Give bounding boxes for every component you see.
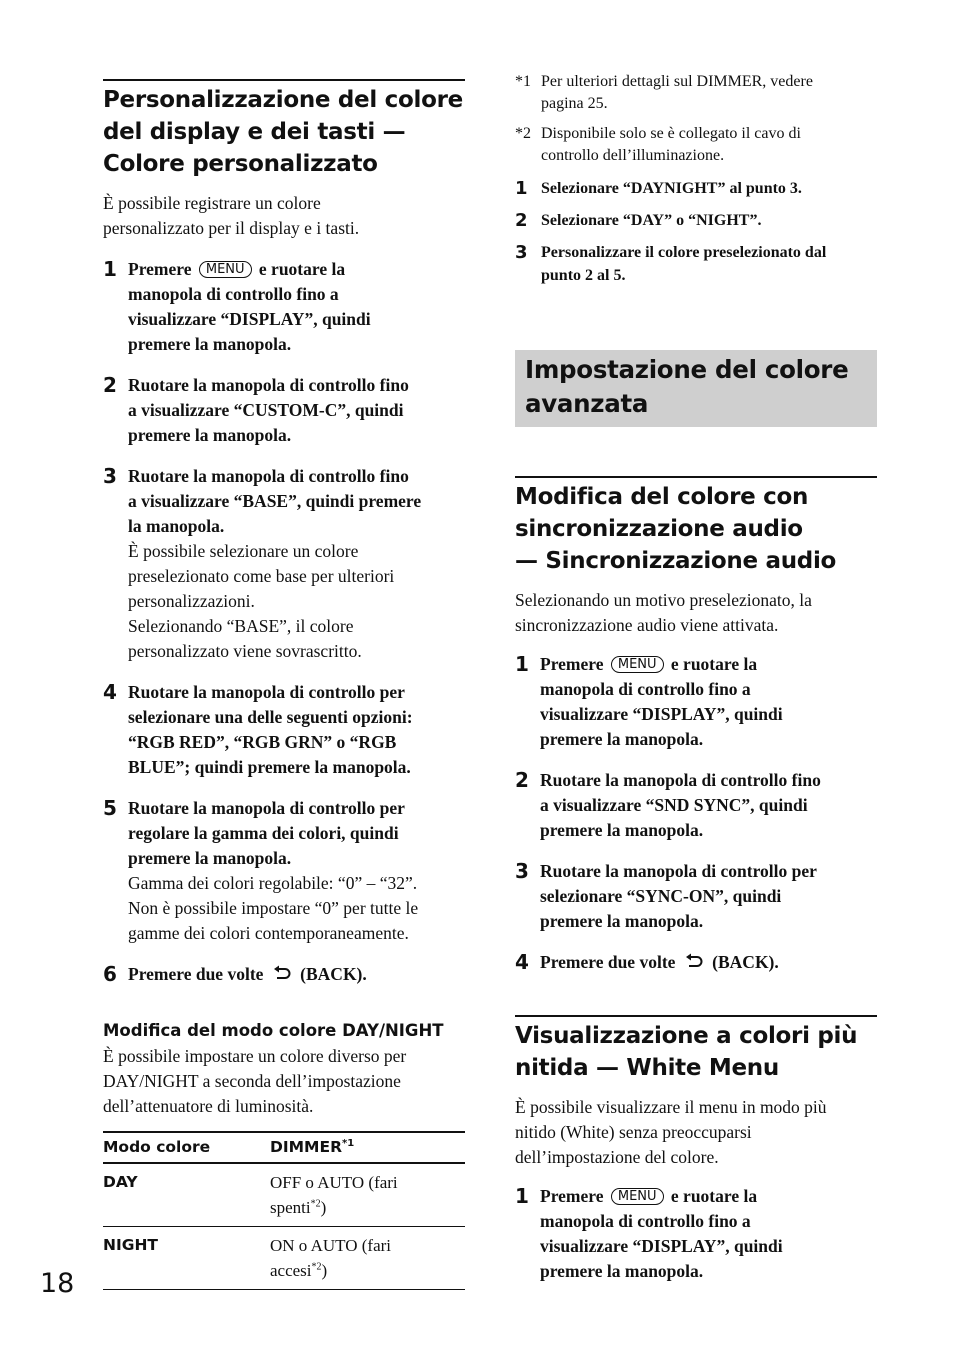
- text-line: accesi: [270, 1261, 312, 1280]
- text-line: Selezionando “BASE”, il colore: [128, 616, 354, 636]
- text-line: nitido (White) senza preoccuparsi: [515, 1122, 752, 1142]
- text-line: È possibile selezionare un colore: [128, 541, 359, 561]
- text-line: “RGB RED”, “RGB GRN” o “RGB: [128, 732, 397, 752]
- section-title-sound-sync: [515, 481, 877, 577]
- step-text-post: e ruotare la: [670, 1186, 758, 1206]
- mode-cell: NIGHT: [103, 1236, 159, 1254]
- title-line: Visualizzazione a colori più: [515, 1023, 858, 1049]
- footnotes: [515, 71, 877, 167]
- text-line: controllo dell’illuminazione.: [541, 147, 725, 164]
- title-line: nitida — White Menu: [515, 1055, 779, 1081]
- text-line: a visualizzare “BASE”, quindi premere: [128, 491, 422, 511]
- step-1: [103, 257, 465, 357]
- step-number: 1: [515, 652, 529, 676]
- step-text: [128, 464, 465, 539]
- substep-3: [515, 241, 877, 287]
- text-line: sincronizzazione audio viene attivata.: [515, 615, 779, 635]
- step-number: 2: [103, 373, 117, 397]
- text-line: pagina 25.: [541, 95, 608, 112]
- step-text: [540, 768, 877, 843]
- text-line: la manopola.: [128, 516, 225, 536]
- daynight-heading: Modifica del modo colore DAY/NIGHT: [103, 1021, 444, 1040]
- step-text: Selezionare “DAYNIGHT” al punto 3.: [541, 180, 802, 197]
- step-number: 5: [103, 796, 117, 820]
- step-3: [103, 464, 465, 664]
- title-line: Modifica del colore con: [515, 484, 809, 510]
- value-cell: [270, 1227, 465, 1290]
- page-number: 18: [40, 1268, 75, 1299]
- sync-step-1: [515, 652, 877, 752]
- step-number: 3: [515, 242, 528, 263]
- footnote-ref: *2: [310, 1198, 321, 1210]
- text-line: Ruotare la manopola di controllo per: [540, 861, 817, 881]
- step-number: 1: [103, 257, 117, 281]
- footnote: [515, 71, 877, 115]
- text-line: dell’attenuatore di luminosità.: [103, 1096, 314, 1116]
- text-close: ): [320, 1198, 327, 1217]
- section-rule: [515, 1015, 877, 1017]
- title-line: del display e dei tasti —: [103, 119, 406, 145]
- sync-step-4: [515, 950, 877, 975]
- sync-step-2: [515, 768, 877, 843]
- step-4: [103, 680, 465, 780]
- section-band: [515, 350, 877, 427]
- step-6: [103, 962, 465, 987]
- title-line: — Sincronizzazione audio: [515, 548, 837, 574]
- text-line: premere la manopola.: [128, 425, 292, 445]
- step-text: [540, 859, 877, 934]
- text-line: a visualizzare “SND SYNC”, quindi: [540, 795, 808, 815]
- step-2: [103, 373, 465, 448]
- text-line: selezionare una delle seguenti opzioni:: [128, 707, 413, 727]
- text-line: manopola di controllo fino a: [540, 679, 751, 699]
- text-line: gamme dei colori contemporaneamente.: [128, 923, 409, 943]
- text-line: È possibile visualizzare il menu in modo più: [515, 1097, 827, 1117]
- text-line: premere la manopola.: [540, 820, 704, 840]
- step-number: 4: [515, 950, 529, 974]
- step-text: [540, 652, 877, 752]
- text-line: Per ulteriori dettagli sul DIMMER, vedere: [541, 73, 813, 90]
- step-text-post: e ruotare la: [670, 654, 758, 674]
- text-line: premere la manopola.: [128, 334, 292, 354]
- section-rule: [515, 476, 877, 478]
- step-text-post: (BACK).: [300, 964, 367, 984]
- text-line: premere la manopola.: [540, 911, 704, 931]
- text-line: premere la manopola.: [540, 729, 704, 749]
- step-text: [128, 962, 465, 987]
- step-text: [128, 680, 465, 780]
- text-line: Ruotare la manopola di controllo per: [128, 682, 405, 702]
- step-number: 4: [103, 680, 117, 704]
- white-step-1: [515, 1184, 877, 1284]
- header-text: DIMMER: [270, 1138, 343, 1156]
- section-title-custom-color: [103, 84, 465, 180]
- sync-step-3: [515, 859, 877, 934]
- substep-2: [515, 209, 877, 232]
- footnote: [515, 123, 877, 167]
- step-text: Selezionare “DAY” o “NIGHT”.: [541, 212, 762, 229]
- text-line: premere la manopola.: [128, 848, 292, 868]
- step-text-pre: Premere due volte: [540, 952, 676, 972]
- text-line: BLUE”; quindi premere la manopola.: [128, 757, 411, 777]
- step-text-pre: Premere: [128, 259, 192, 279]
- text-line: Ruotare la manopola di controllo fino: [128, 466, 409, 486]
- text-line: Ruotare la manopola di controllo per: [128, 798, 405, 818]
- step-text: [540, 950, 877, 975]
- intro-paragraph: [103, 191, 465, 241]
- intro-paragraph: [515, 588, 877, 638]
- text-line: DAY/NIGHT a seconda dell’impostazione: [103, 1071, 401, 1091]
- text-line: ON o AUTO (fari: [270, 1236, 392, 1255]
- text-line: visualizzare “DISPLAY”, quindi: [540, 704, 783, 724]
- text-line: manopola di controllo fino a: [128, 284, 339, 304]
- step-text: [128, 796, 465, 871]
- step-text-post: (BACK).: [712, 952, 779, 972]
- step-5: [103, 796, 465, 946]
- step-number: 1: [515, 1184, 529, 1208]
- text-line: selezionare “SYNC-ON”, quindi: [540, 886, 782, 906]
- text-line: Ruotare la manopola di controllo fino: [128, 375, 409, 395]
- text-line: Disponibile solo se è collegato il cavo di: [541, 125, 801, 142]
- text-line: personalizzato viene sovrascritto.: [128, 641, 362, 661]
- table-header-row: [103, 1132, 465, 1163]
- right-column: [515, 0, 877, 1284]
- text-line: Ruotare la manopola di controllo fino: [540, 770, 821, 790]
- menu-key: MENU: [611, 656, 664, 673]
- step-note: [128, 871, 465, 946]
- daynight-substeps: [515, 177, 877, 287]
- mode-cell: DAY: [103, 1173, 138, 1191]
- title-line: Personalizzazione del colore: [103, 87, 463, 113]
- step-note: [128, 539, 465, 664]
- text-line: regolare la gamma dei colori, quindi: [128, 823, 399, 843]
- table-header-cell: [270, 1132, 465, 1163]
- text-line: spenti: [270, 1198, 311, 1217]
- table-row: [103, 1163, 465, 1227]
- footnote-ref: *2: [311, 1261, 322, 1273]
- title-line: avanzata: [525, 389, 649, 418]
- text-line: Personalizzare il colore preselezionato dal: [541, 244, 827, 261]
- text-line: preselezionato come base per ulteriori: [128, 566, 395, 586]
- text-line: manopola di controllo fino a: [540, 1211, 751, 1231]
- color-mode-table: [103, 1131, 465, 1290]
- text-line: Selezionando un motivo preselezionato, la: [515, 590, 812, 610]
- title-line: sincronizzazione audio: [515, 516, 803, 542]
- step-number: 6: [103, 962, 117, 986]
- footnote-mark: *1: [515, 73, 531, 90]
- intro-paragraph: [515, 1095, 877, 1170]
- text-line: personalizzato per il display e i tasti.: [103, 218, 360, 238]
- text-line: visualizzare “DISPLAY”, quindi: [128, 309, 371, 329]
- left-column: [103, 0, 465, 1290]
- menu-key: MENU: [199, 261, 252, 278]
- step-text: [541, 241, 826, 287]
- step-text-post: e ruotare la: [258, 259, 346, 279]
- title-line: Colore personalizzato: [103, 151, 378, 177]
- step-number: 2: [515, 768, 529, 792]
- text-line: Gamma dei colori regolabile: “0” – “32”.: [128, 873, 418, 893]
- section-title-white-menu: [515, 1020, 877, 1084]
- value-cell: [270, 1163, 465, 1227]
- text-line: visualizzare “DISPLAY”, quindi: [540, 1236, 783, 1256]
- text-line: personalizzazioni.: [128, 591, 255, 611]
- step-number: 3: [515, 859, 529, 883]
- menu-key: MENU: [611, 1188, 664, 1205]
- step-number: 2: [515, 210, 528, 231]
- title-line: Impostazione del colore: [525, 355, 849, 384]
- footnote-ref: *1: [342, 1137, 355, 1149]
- substep-1: [515, 177, 877, 200]
- footnote-mark: *2: [515, 125, 531, 142]
- text-line: a visualizzare “CUSTOM-C”, quindi: [128, 400, 404, 420]
- step-number: 3: [103, 464, 117, 488]
- text-line: punto 2 al 5.: [541, 267, 626, 284]
- daynight-paragraph: [103, 1044, 465, 1119]
- step-number: 1: [515, 178, 528, 199]
- text-line: Non è possibile impostare “0” per tutte le: [128, 898, 419, 918]
- step-text-pre: Premere: [540, 1186, 604, 1206]
- step-text: [128, 373, 465, 448]
- band-title: [525, 353, 867, 421]
- text-line: dell’impostazione del colore.: [515, 1147, 719, 1167]
- text-line: È possibile impostare un colore diverso per: [103, 1046, 407, 1066]
- text-close: ): [321, 1261, 328, 1280]
- text-line: È possibile registrare un colore: [103, 193, 321, 213]
- section-rule: [103, 79, 465, 81]
- text-line: OFF o AUTO (fari: [270, 1173, 398, 1192]
- back-arrow-icon: [271, 965, 293, 983]
- step-text-pre: Premere due volte: [128, 964, 264, 984]
- step-text: [540, 1184, 877, 1284]
- back-arrow-icon: [683, 953, 705, 971]
- text-line: premere la manopola.: [540, 1261, 704, 1281]
- step-text-pre: Premere: [540, 654, 604, 674]
- table-header-cell: Modo colore: [103, 1138, 211, 1156]
- table-row: [103, 1227, 465, 1290]
- step-text: [128, 257, 465, 357]
